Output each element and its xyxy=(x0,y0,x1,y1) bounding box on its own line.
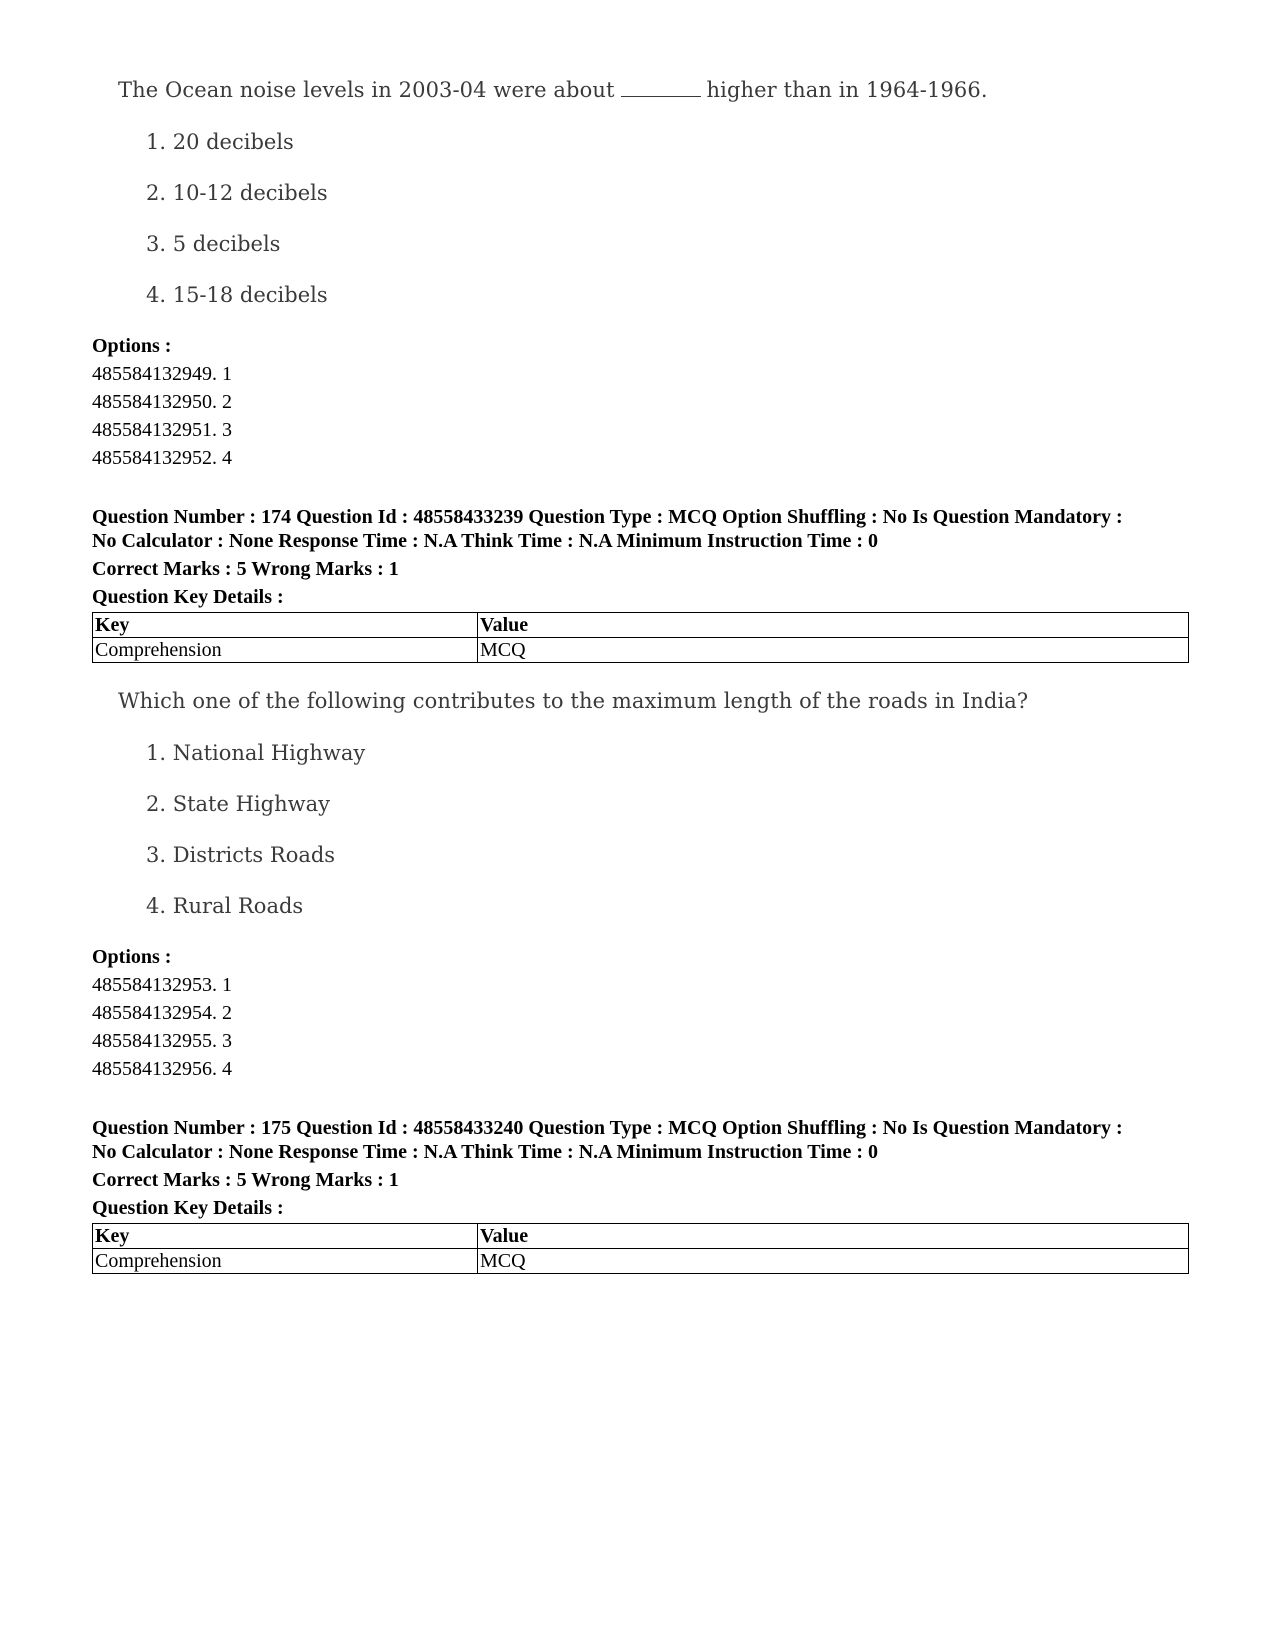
choice-1: 1. National Highway xyxy=(146,741,366,765)
question-text: Which one of the following contributes to the maximum length of the roads in India? xyxy=(118,689,1029,713)
table-header-value: Value xyxy=(478,613,1189,638)
table-header-value: Value xyxy=(478,1224,1189,1249)
option-item: 485584132950. 2 xyxy=(92,391,232,413)
table-header-key: Key xyxy=(93,1224,478,1249)
meta-line: No Calculator : None Response Time : N.A Think Time : N.A Minimum Instruction Time : 0 xyxy=(92,1141,878,1163)
marks-line: Correct Marks : 5 Wrong Marks : 1 xyxy=(92,558,399,580)
table-header-row xyxy=(93,1224,1189,1249)
choice-4: 4. Rural Roads xyxy=(146,894,304,918)
choice-3: 3. 5 decibels xyxy=(146,232,281,256)
key-details-label: Question Key Details : xyxy=(92,1197,284,1219)
answer-blank xyxy=(621,78,701,97)
options-label: Options : xyxy=(92,946,172,968)
choice-2: 2. State Highway xyxy=(146,792,330,816)
table-header-row xyxy=(93,613,1189,638)
meta-line: No Calculator : None Response Time : N.A Think Time : N.A Minimum Instruction Time : 0 xyxy=(92,530,878,552)
table-row xyxy=(93,638,1189,663)
option-item: 485584132952. 4 xyxy=(92,447,232,469)
question-text-end: higher than in 1964-1966. xyxy=(706,78,988,102)
option-item: 485584132953. 1 xyxy=(92,974,232,996)
table-cell-key: Comprehension xyxy=(93,638,478,663)
choice-1: 1. 20 decibels xyxy=(146,130,294,154)
question-text xyxy=(118,78,988,102)
key-details-table-175 xyxy=(92,1223,1189,1274)
table-cell-value: MCQ xyxy=(478,638,1189,663)
option-item: 485584132954. 2 xyxy=(92,1002,232,1024)
table-cell-value: MCQ xyxy=(478,1249,1189,1274)
option-item: 485584132956. 4 xyxy=(92,1058,232,1080)
option-item: 485584132949. 1 xyxy=(92,363,232,385)
options-label: Options : xyxy=(92,335,172,357)
question-175-meta xyxy=(92,1116,1192,1220)
meta-line: Question Number : 174 Question Id : 48558433239 Question Type : MCQ Option Shuffling : No Is Question Mandatory : xyxy=(92,506,1123,528)
meta-line: Question Number : 175 Question Id : 48558433240 Question Type : MCQ Option Shuffling : No Is Question Mandatory : xyxy=(92,1117,1123,1139)
options-list-173 xyxy=(92,332,232,472)
key-details-table-174 xyxy=(92,612,1189,663)
choice-3: 3. Districts Roads xyxy=(146,843,336,867)
option-item: 485584132955. 3 xyxy=(92,1030,232,1052)
marks-line: Correct Marks : 5 Wrong Marks : 1 xyxy=(92,1169,399,1191)
question-text-start: The Ocean noise levels in 2003-04 were about xyxy=(118,78,615,102)
question-174-meta xyxy=(92,505,1192,609)
choice-2: 2. 10-12 decibels xyxy=(146,181,328,205)
table-row xyxy=(93,1249,1189,1274)
table-cell-key: Comprehension xyxy=(93,1249,478,1274)
options-list-174 xyxy=(92,943,232,1083)
key-details-label: Question Key Details : xyxy=(92,586,284,608)
option-item: 485584132951. 3 xyxy=(92,419,232,441)
question-174-image xyxy=(118,689,1029,918)
question-173-image xyxy=(118,78,988,307)
choice-4: 4. 15-18 decibels xyxy=(146,283,328,307)
table-header-key: Key xyxy=(93,613,478,638)
